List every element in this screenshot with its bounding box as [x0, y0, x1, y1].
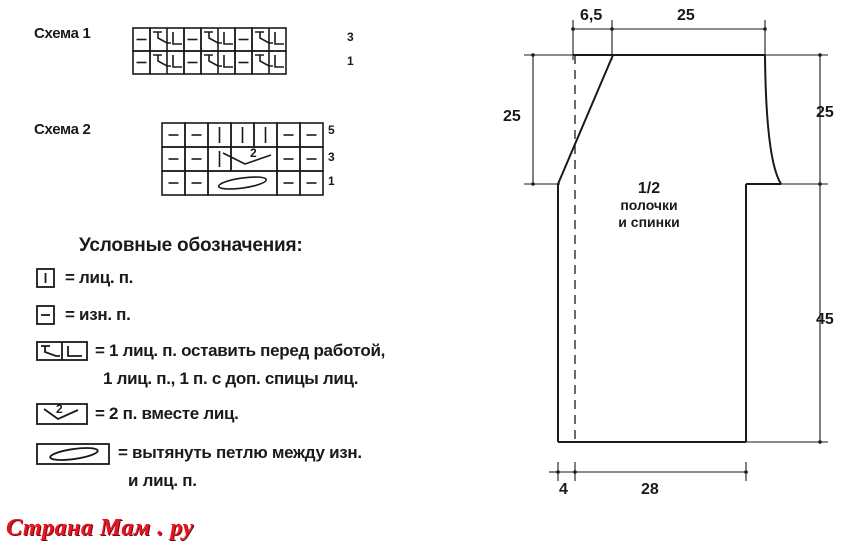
scheme-2-row-number: 1	[328, 174, 335, 188]
dimension-right-lower: 45	[816, 311, 834, 328]
legend-purl-symbol	[37, 306, 54, 324]
scheme-1-row-number: 1	[347, 54, 354, 68]
legend-decrease-text: = 2 п. вместе лиц.	[95, 404, 239, 423]
dimension-bottom-left: 4	[559, 481, 568, 498]
dimension-top-left: 6,5	[580, 7, 603, 24]
cross-stitch-mark	[255, 55, 273, 66]
cross-stitch-mark	[255, 32, 273, 43]
scheme-1-title: Схема 1	[34, 25, 91, 42]
scheme-1-chart	[133, 28, 286, 74]
pattern-label-fraction: 1/2	[637, 180, 661, 197]
dimension-bottom-right: 28	[641, 481, 659, 498]
cross-stitch-mark	[275, 32, 284, 44]
site-watermark: Страна Мам . ру	[6, 515, 194, 541]
pulled-loop-mark	[218, 175, 267, 192]
legend-decrease-label: 2	[56, 402, 63, 416]
legend-cross-text-line-1: = 1 лиц. п. оставить перед работой,	[95, 341, 386, 360]
pattern-label-line-3: и спинки	[618, 214, 680, 230]
cross-stitch-mark	[173, 32, 182, 44]
dimension-top-right: 25	[677, 7, 695, 24]
pattern-label-line-2: полочки	[620, 197, 678, 213]
dimension-lines	[524, 20, 828, 481]
garment-outline	[558, 55, 781, 442]
legend-loop-text-line-2: и лиц. п.	[128, 471, 197, 490]
cross-stitch-mark	[275, 55, 284, 67]
legend-cross-text-line-2: 1 лиц. п., 1 п. с доп. спицы лиц.	[103, 369, 359, 388]
legend-loop-text-line-1: = вытянуть петлю между изн.	[118, 443, 362, 462]
decrease-stitch-mark	[223, 153, 271, 164]
cross-stitch-mark	[153, 32, 171, 43]
dimension-right-upper: 25	[816, 104, 834, 121]
cross-stitch-mark	[153, 55, 171, 66]
scheme-1-row-number: 3	[347, 30, 354, 44]
scheme-2-row-number: 3	[328, 150, 335, 164]
legend-knit-text: = лиц. п.	[65, 268, 134, 287]
cross-stitch-mark	[173, 55, 182, 67]
legend-purl-text: = изн. п.	[65, 305, 131, 324]
legend-pulled-loop-symbol	[37, 444, 109, 464]
cross-stitch-mark	[224, 32, 233, 44]
scheme-2-row-number: 5	[328, 123, 335, 137]
legend-knit-symbol	[37, 269, 54, 287]
scheme-2-decrease-label: 2	[250, 146, 257, 160]
legend-cross-symbol	[37, 342, 87, 360]
scheme-2-title: Схема 2	[34, 121, 91, 138]
pulled-loop-cell	[208, 171, 277, 195]
cross-stitch-mark	[204, 32, 222, 43]
legend-title: Условные обозначения:	[79, 235, 303, 256]
cross-stitch-mark	[224, 55, 233, 67]
dimension-left-upper: 25	[503, 108, 521, 125]
cross-stitch-mark	[204, 55, 222, 66]
pattern-piece-label	[608, 180, 690, 231]
scheme-2-chart	[162, 123, 323, 195]
